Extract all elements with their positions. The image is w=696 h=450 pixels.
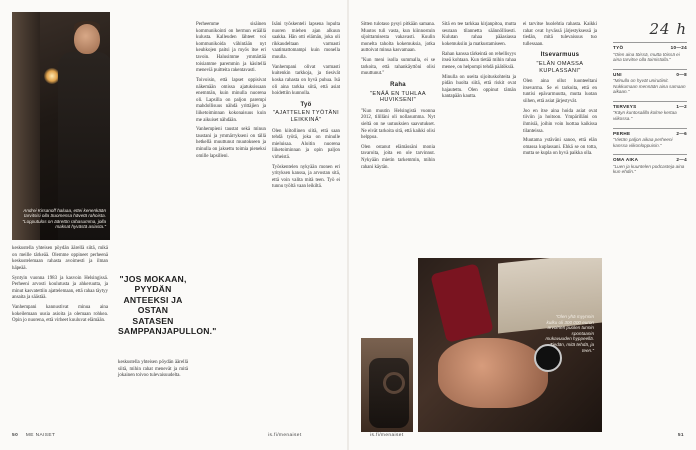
footer-url-left: is.fi/menaiset: [268, 433, 302, 438]
watch-photo: [418, 258, 602, 432]
timeline-item-head: [613, 45, 687, 50]
timeline-text: "Vietän paljon aikaa perheeni kanssa viikonloppuisin.": [613, 137, 673, 148]
timeline-label: OMA AIKA: [613, 157, 639, 163]
sidebar-title: 24 h: [649, 20, 687, 38]
timeline-time: 2—4: [676, 157, 687, 163]
timeline-time: 1—2: [676, 103, 687, 109]
timeline-item: [613, 128, 687, 149]
timeline-label: TYÖ: [613, 45, 624, 50]
timeline-text: "Minulla on hyvät unirutiinit. Nukkumaan mennään aina samaan aikaan.": [613, 78, 686, 95]
paragraph: keskustella yhteisen pöydän äärellä siitä, mikä on meille tärkeää. Olemme oppineet perheenä keskustelemaan rahasta avoimesti ja ilman häpeää.: [12, 246, 108, 271]
paragraph: Vanhempani olivat varmasti kuitenkin tarkkoja, ja tiesivät koska rahasta on hyvä puhua. Isä oli aina tarkka siitä, että asiat hoidettiin kunnolla.: [272, 64, 340, 97]
timeline-item-head: [613, 131, 687, 136]
timeline-label: TERVEYS: [613, 103, 637, 109]
page-number: 51: [677, 433, 684, 438]
paragraph: Olen ostanut elämässäni monia tavaroita, joita en ole tarvinnut. Nykyään mietin tarkemmin, mihin rahani käytän.: [361, 144, 435, 170]
timeline-time: 2—6: [676, 130, 687, 136]
paragraph: "Kun muutin Helsingistä vuonna 2012, tililläni oli nollasumma. Nyt sieltä on ne uutuuksien saavutukset. Ne eivät tarkoita sitä, että kaikki olisi helppoa.: [361, 108, 435, 141]
article-column-1: [196, 22, 266, 163]
timeline-item: [613, 42, 687, 63]
section-subquote: "ENÄÄ EN TUHLAA HUVIKSENI": [369, 90, 427, 104]
steering-wheel: [383, 372, 405, 394]
person-head: [74, 24, 100, 54]
magazine-brand: ME NAISET: [25, 433, 56, 438]
paragraph: Vanhempani kannustivat minua aina kokeilemaan uusia asioita ja olemaan rohkea. Opin jo nuorena, että virheet kuuluvat elämään.: [12, 305, 108, 324]
paragraph: "Kun meni isolla summalla, ei se tarkoita, että rahankäyttöni olisi muuttunut.": [361, 58, 435, 77]
timeline-time: 0—8: [676, 71, 687, 77]
photo-caption: "Olen yhä myynnin kulku oli 300 000 euron arvoinen puolen tunnin spontaanin mukavuuden hyppeellä. Tiedän, mitä tehdä, ja teen.": [545, 314, 594, 353]
paragraph: Olen aina ollut luonteeltani itsevarma. Se ei tarkoita, että en tuntisi epävarmuutta, mutta luotan siihen, että asiat järjestyvät.: [523, 79, 597, 104]
paragraph: Minulla on useita sijoituskohteita ja pidän huolta siitä, että riskit ovat hajautettu. Olen oppinut tämän kantapään kautta.: [442, 74, 516, 100]
timeline-item-head: [613, 157, 687, 162]
timeline-text: "Käyn kuntosalilla kolme kertaa viikossa.": [613, 110, 677, 122]
paragraph: Perheemme sisäinen kommunikointi on hermun eräällä kulusta. Kalleuden lähteet voi kommunikoida vähintään nyt keuhkojen paitsi ja myös itse eri tavoin. Halusimme ymmärtää toisiamme paremmin ja käsitellä meneviä puitteita rakentavasti.: [196, 22, 266, 74]
section-subquote: "ELÄN OMASSA KUPLASSANI": [536, 60, 584, 74]
section-heading: Työ: [300, 101, 312, 108]
timeline-item-head: [613, 104, 687, 109]
hand: [438, 338, 548, 408]
paragraph: Joo en itse aina hoida asiat ovat tiiviin ja hoitoon. Ympärilläni on ihmisiä, joihin voin luottaa kaikissa tilanteissa.: [523, 108, 597, 134]
paragraph: Muutama ystäväni sanoo, että elän omassa kuplassani. Ehkä se on totta, mutta se kupla on hyvä paikka olla.: [523, 138, 597, 157]
pull-quote-text: "JOS MOKAAN, PYYDÄN ANTEEKSI JA OSTAN SATASEN SAMPPANJAPULLON.": [118, 274, 217, 337]
paragraph: Vanhempieni taustat sekä minun taustani ja ymmärrykseni on tällä hetkellä muuttunut muutokseen ja minulla on jaksettu toimia pieneksi omille lapsilleni.: [196, 127, 266, 159]
portrait-photo: [12, 12, 110, 240]
article-column-5: [442, 22, 516, 104]
page-gutter: [347, 0, 349, 450]
timeline-label: UNI: [613, 71, 622, 77]
paragraph: ei tarvitse huolehtia rahasta. Kaikki rahat ovat hyvässä järjestyksessä ja tiedän, mitä tulevaisuus tuo tullessaan.: [523, 22, 597, 47]
section-subquote: "AJATTELEN TYÖTÄNI LEIKKINÄ": [272, 110, 340, 123]
paragraph: Työskentelen nykyään monen eri yrityksen kanssa, ja arvostan sitä, että voin valita mitä teen. Työ ei tunnu työltä vaan leikiltä.: [272, 164, 340, 190]
timeline-text: "Olen aina töissä, mutta töissä ei aina tarvitse olla toimistolla.": [613, 51, 680, 63]
timeline-item-head: [613, 72, 687, 77]
paragraph: Isäni työskenteli lapsena lopulta nuoren miehen ajan alkuun saakka. Hän otti elämän, joka oli rikkaudeltaan varmasti vaatimattomampi kuin monella muulla.: [272, 22, 340, 60]
article-column-3: [12, 246, 108, 328]
article-column-2: [272, 22, 340, 194]
car-interior-photo: [361, 338, 413, 432]
footer-left: [12, 433, 55, 438]
section-heading: Itsevarmuus: [540, 52, 580, 59]
footer-url-right: is.fi/menaiset: [370, 433, 404, 438]
paragraph: Rahan kanssa tärkeintä on rehellisyys itseä kohtaan. Kun tietää mihin rahaa menee, on helpompi tehdä päätöksiä.: [442, 51, 516, 70]
timeline-time: 10—24: [670, 45, 687, 50]
article-column-1b: [118, 360, 188, 383]
section-heading: Raha: [390, 81, 406, 88]
timeline-sidebar: [613, 20, 687, 181]
timeline-text: "Luen ja kuuntelen podcasteja aina kun ehdin.": [613, 163, 685, 175]
timeline-label: PERHE: [613, 130, 631, 136]
pull-quote: [118, 274, 217, 337]
article-column-6: [523, 22, 597, 161]
paragraph: Syntyin vuonna 1983 ja kasvoin Helsingissä. Perheeni arvosti koulutusta ja ahkeruutta, ja minut kasvatettiin ajattelemaan, että rahaa täytyy ansaita ja säästää.: [12, 275, 108, 301]
paragraph: Olen kiitollinen siitä, että saan tehdä työtä, joka on minulle mieluisaa. Aloitin nuorena liiketoiminnan ja opin paljon virheistä.: [272, 128, 340, 160]
paragraph: Toivoisin, että lapset oppisivat näkemään omissa ajatuksissaan enemmän, kuin minulla nuorena oli. Lapsilla on paljon parempi mahdollisuus nähdä yrittäjien ja liiketoiminnan kokonaisuus kuin me aikuiset nähdään.: [196, 77, 266, 123]
page-number: 50: [12, 433, 19, 438]
phone: [430, 263, 494, 343]
door-frame: [12, 12, 40, 240]
article-column-4: [361, 22, 435, 174]
timeline-item: [613, 69, 687, 95]
paragraph: Sitten tulotaso pysyi pitkään samana. Muutos tuli vasta, kun kiinnostuin sijoittamisesta vakavasti. Kuulin monelta taholta kokemuksia, jotka auttoivat minua kasvamaan.: [361, 22, 435, 54]
paragraph: keskustella yhteisen pöydän äärellä siitä, mihin rahat menevät ja mitä jokainen toivoo tulevaisuudelta.: [118, 360, 188, 379]
timeline-item: [613, 101, 687, 122]
paragraph: Sitä en tee tarkkaa kirjanpitoa, mutta seuraan tilannetta säännöllisesti. Kulutan rahaa pääasiassa kokemuksiin ja matkustamiseen.: [442, 22, 516, 47]
timeline-item: [613, 154, 687, 175]
photo-caption: Andrei Kirsanoff haluaa, ettei kenenkään tarvitsisi olla Suomessa hävetä rahoista. "Lopputulos on ääretön rahasumma, jolla maksat hyvästä asiasta.": [22, 207, 106, 230]
